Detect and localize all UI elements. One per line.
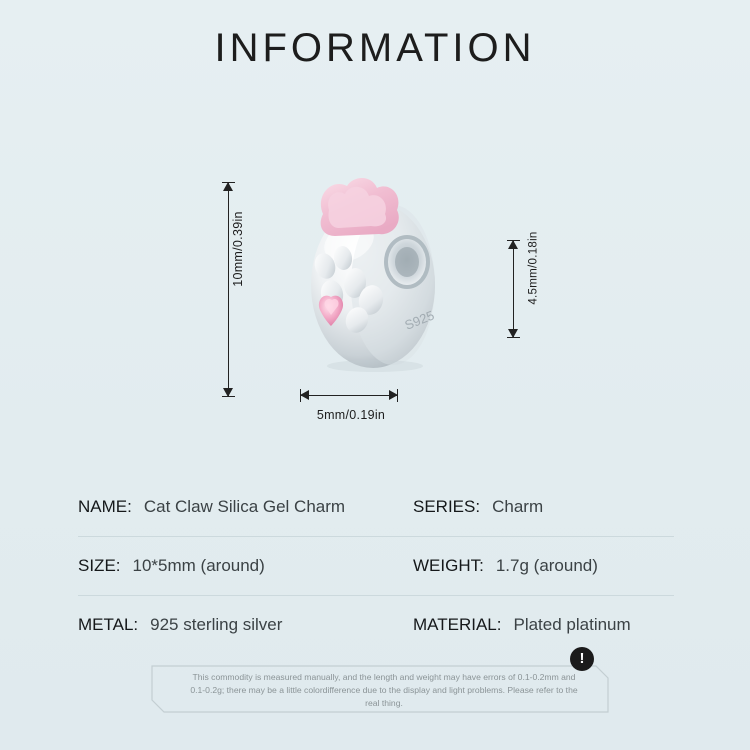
depth-dimension-label: 4.5mm/0.18in bbox=[527, 231, 540, 305]
spec-value-metal: 925 sterling silver bbox=[150, 615, 283, 634]
spec-value-size: 10*5mm (around) bbox=[132, 556, 265, 575]
table-row bbox=[78, 596, 674, 654]
warning-icon: ! bbox=[570, 647, 594, 671]
spec-key-material: MATERIAL: bbox=[413, 615, 502, 634]
table-row bbox=[78, 478, 674, 537]
spec-key-metal: METAL: bbox=[78, 615, 139, 634]
spec-value-material: Plated platinum bbox=[513, 615, 631, 634]
product-figure bbox=[0, 150, 750, 450]
spec-key-series: SERIES: bbox=[413, 497, 481, 516]
disclaimer-banner bbox=[150, 650, 610, 718]
height-dimension-label: 10mm/0.39in bbox=[230, 211, 245, 287]
spec-key-name: NAME: bbox=[78, 497, 132, 516]
spec-size bbox=[78, 556, 339, 576]
engraving-text: S925 bbox=[402, 307, 437, 333]
spec-value-weight: 1.7g (around) bbox=[495, 556, 598, 575]
height-dimension-line bbox=[228, 182, 229, 397]
page-title: INFORMATION bbox=[214, 26, 536, 70]
spec-material bbox=[339, 615, 674, 635]
spec-weight bbox=[339, 556, 674, 576]
disclaimer-text: This commodity is measured manually, and the length and weight may have errors of 0.1-0.2mm and 0.1-0.2g; there may be a little colordifference due to the display and light problems. Please refer to the real thing. bbox=[190, 672, 578, 708]
spec-key-weight: WEIGHT: bbox=[413, 556, 484, 575]
width-dimension-label: 5mm/0.19in bbox=[316, 408, 386, 422]
spec-name bbox=[78, 497, 346, 517]
product-image bbox=[285, 170, 455, 385]
depth-dimension-line bbox=[513, 240, 514, 338]
spec-series bbox=[339, 497, 674, 517]
specs-table bbox=[78, 478, 674, 654]
spec-metal bbox=[78, 615, 339, 635]
spec-value-series: Charm bbox=[492, 497, 544, 516]
spec-key-size: SIZE: bbox=[78, 556, 121, 575]
spec-value-name: Cat Claw Silica Gel Charm bbox=[143, 497, 346, 516]
table-row bbox=[78, 537, 674, 596]
width-dimension-line bbox=[300, 395, 398, 396]
